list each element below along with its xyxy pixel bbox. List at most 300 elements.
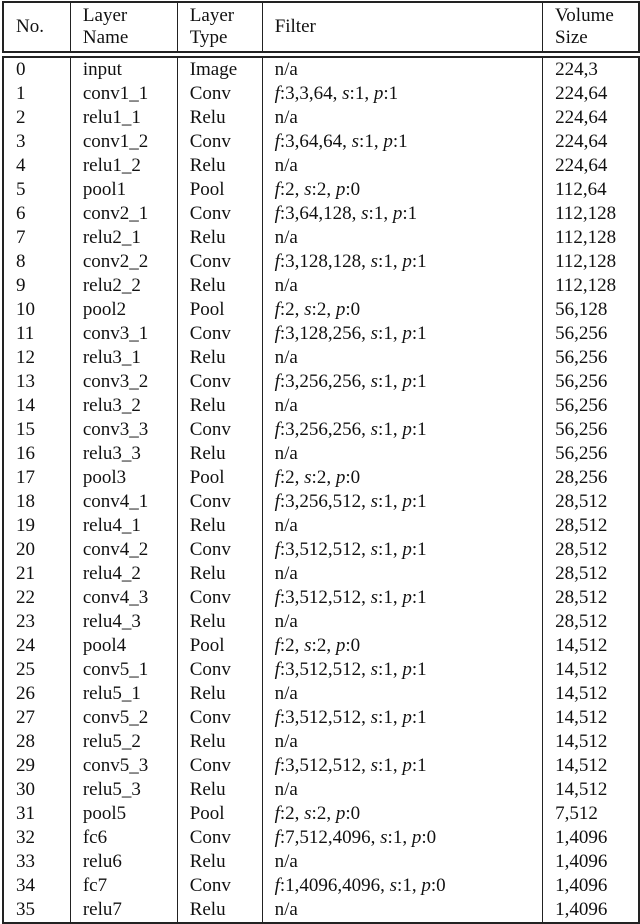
cell-filter: f:7,512,4096, s:1, p:0 <box>262 826 543 850</box>
cell-volume-size: 14,512 <box>543 682 639 706</box>
param-value-s: 1 <box>383 755 393 776</box>
cell-volume-size: 112,128 <box>543 202 639 226</box>
table-row <box>3 850 639 874</box>
param-label: s <box>370 659 379 680</box>
cell-layer-type: Relu <box>177 778 262 802</box>
cell-no: 11 <box>3 322 70 346</box>
param-label: s <box>304 179 312 200</box>
cell-volume-size: 14,512 <box>543 778 639 802</box>
cell-no: 20 <box>3 538 70 562</box>
cell-layer-type: Conv <box>177 82 262 106</box>
header-text: No. <box>16 16 44 37</box>
param-value-f: 3,512,512 <box>285 539 362 560</box>
table-row <box>3 898 639 923</box>
cell-no: 14 <box>3 394 70 418</box>
cell-layer-name: conv3_3 <box>70 418 177 442</box>
cell-no: 27 <box>3 706 70 730</box>
param-value-p: 1 <box>417 371 427 392</box>
cell-layer-type: Relu <box>177 682 262 706</box>
table-row <box>3 394 639 418</box>
cell-filter: f:3,256,512, s:1, p:1 <box>262 490 543 514</box>
cell-filter: f:3,512,512, s:1, p:1 <box>262 754 543 778</box>
cell-layer-name: conv3_2 <box>70 370 177 394</box>
cell-layer-name: relu5_3 <box>70 778 177 802</box>
param-value-f: 3,64,128 <box>285 203 352 224</box>
cell-layer-type: Pool <box>177 634 262 658</box>
cell-layer-type: Pool <box>177 802 262 826</box>
param-value-f: 3,128,256 <box>285 323 362 344</box>
param-value-p: 1 <box>417 587 427 608</box>
cell-filter: f:2, s:2, p:0 <box>262 802 543 826</box>
param-value-f: 3,256,512 <box>285 491 362 512</box>
cell-no: 26 <box>3 682 70 706</box>
cell-filter: n/a <box>262 730 543 754</box>
cell-layer-name: conv5_3 <box>70 754 177 778</box>
param-label: s <box>380 827 388 848</box>
table-row <box>3 706 639 730</box>
cell-filter: f:3,3,64, s:1, p:1 <box>262 82 543 106</box>
cell-filter: n/a <box>262 514 543 538</box>
cell-layer-name: pool2 <box>70 298 177 322</box>
cell-volume-size: 1,4096 <box>543 874 639 898</box>
cell-volume-size: 56,128 <box>543 298 639 322</box>
param-label: p <box>411 827 422 848</box>
cell-filter: n/a <box>262 850 543 874</box>
cell-layer-name: conv4_2 <box>70 538 177 562</box>
cell-filter: f:3,64,128, s:1, p:1 <box>262 202 543 226</box>
cell-volume-size: 112,128 <box>543 274 639 298</box>
cell-no: 34 <box>3 874 70 898</box>
param-label: f <box>274 659 280 680</box>
cell-filter: n/a <box>262 610 543 634</box>
cell-layer-type: Conv <box>177 586 262 610</box>
cell-volume-size: 14,512 <box>543 658 639 682</box>
cell-no: 6 <box>3 202 70 226</box>
cell-layer-type: Relu <box>177 394 262 418</box>
cell-no: 17 <box>3 466 70 490</box>
param-value-f: 2 <box>285 179 295 200</box>
header-filter <box>262 2 542 52</box>
param-value-s: 1 <box>364 131 374 152</box>
cell-no: 19 <box>3 514 70 538</box>
param-value-s: 1 <box>354 83 365 104</box>
param-value-p: 1 <box>417 539 427 560</box>
header-text: Type <box>189 27 228 48</box>
cell-no: 25 <box>3 658 70 682</box>
param-value-f: 3,512,512 <box>285 659 362 680</box>
table-row <box>3 106 639 130</box>
table-row <box>3 346 639 370</box>
param-label: p <box>402 323 412 344</box>
table-row <box>3 82 639 106</box>
table-row <box>3 562 639 586</box>
header-text: Name <box>82 27 129 48</box>
param-value-f: 2 <box>285 803 295 824</box>
cell-volume-size: 14,512 <box>543 730 639 754</box>
param-value-s: 1 <box>373 203 384 224</box>
param-label: s <box>370 419 379 440</box>
cell-no: 29 <box>3 754 70 778</box>
cell-layer-type: Relu <box>177 514 262 538</box>
param-value-f: 3,128,128 <box>285 251 362 272</box>
cell-layer-name: conv2_1 <box>70 202 177 226</box>
param-label: f <box>274 131 280 152</box>
cell-volume-size: 112,64 <box>543 178 639 202</box>
cell-no: 0 <box>3 57 70 82</box>
cell-layer-type: Conv <box>177 250 262 274</box>
param-label: p <box>392 203 403 224</box>
header-no <box>3 2 70 52</box>
param-label: s <box>370 539 379 560</box>
param-label: f <box>274 539 280 560</box>
cell-layer-type: Relu <box>177 562 262 586</box>
cell-filter: f:3,256,256, s:1, p:1 <box>262 418 543 442</box>
header-layer-name <box>70 2 177 52</box>
param-value-p: 0 <box>350 803 361 824</box>
cell-volume-size: 28,512 <box>543 514 639 538</box>
param-value-s: 2 <box>316 299 327 320</box>
cell-volume-size: 224,64 <box>543 106 639 130</box>
param-label: s <box>304 635 312 656</box>
cell-layer-name: relu5_1 <box>70 682 177 706</box>
param-value-f: 3,256,256 <box>285 419 362 440</box>
param-label: s <box>370 323 379 344</box>
cell-layer-type: Conv <box>177 754 262 778</box>
cell-filter: n/a <box>262 442 543 466</box>
cell-layer-name: conv5_2 <box>70 706 177 730</box>
cell-layer-name: relu1_1 <box>70 106 177 130</box>
param-label: p <box>335 635 346 656</box>
header-layer-type <box>177 2 262 52</box>
table-row <box>3 586 639 610</box>
cell-volume-size: 1,4096 <box>543 898 639 923</box>
cell-layer-name: conv3_1 <box>70 322 177 346</box>
cell-no: 18 <box>3 490 70 514</box>
table-row <box>3 298 639 322</box>
cell-no: 16 <box>3 442 70 466</box>
cell-no: 12 <box>3 346 70 370</box>
table-row <box>3 826 639 850</box>
header-text: Filter <box>274 16 316 37</box>
table-row <box>3 658 639 682</box>
cell-filter: f:3,512,512, s:1, p:1 <box>262 658 543 682</box>
param-label: p <box>335 179 346 200</box>
param-value-p: 1 <box>417 659 427 680</box>
param-label: f <box>274 203 280 224</box>
param-label: p <box>402 491 412 512</box>
cell-volume-size: 28,512 <box>543 538 639 562</box>
cell-volume-size: 224,64 <box>543 82 639 106</box>
cell-filter: n/a <box>262 274 543 298</box>
param-value-p: 0 <box>350 467 361 488</box>
cell-layer-name: pool3 <box>70 466 177 490</box>
cell-volume-size: 28,512 <box>543 610 639 634</box>
cell-volume-size: 56,256 <box>543 346 639 370</box>
param-label: f <box>274 491 280 512</box>
cell-layer-name: relu2_1 <box>70 226 177 250</box>
cell-layer-type: Relu <box>177 850 262 874</box>
cell-no: 15 <box>3 418 70 442</box>
cell-volume-size: 14,512 <box>543 634 639 658</box>
cell-layer-name: relu3_2 <box>70 394 177 418</box>
table-row <box>3 154 639 178</box>
cell-filter: n/a <box>262 898 543 923</box>
cell-volume-size: 28,512 <box>543 490 639 514</box>
cell-filter: f:2, s:2, p:0 <box>262 634 543 658</box>
cell-volume-size: 56,256 <box>543 418 639 442</box>
table-row <box>3 226 639 250</box>
cell-no: 7 <box>3 226 70 250</box>
table-row <box>3 682 639 706</box>
param-value-p: 1 <box>417 251 427 272</box>
cell-layer-type: Image <box>177 57 262 82</box>
cell-layer-name: relu6 <box>70 850 177 874</box>
cell-layer-name: relu4_3 <box>70 610 177 634</box>
cell-filter: f:3,128,256, s:1, p:1 <box>262 322 543 346</box>
cell-volume-size: 224,3 <box>543 57 639 82</box>
table-row <box>3 754 639 778</box>
cell-no: 32 <box>3 826 70 850</box>
cell-layer-type: Conv <box>177 418 262 442</box>
param-value-f: 3,512,512 <box>285 707 362 728</box>
param-value-f: 2 <box>285 467 295 488</box>
cell-no: 13 <box>3 370 70 394</box>
param-label: f <box>274 323 280 344</box>
param-label: s <box>361 203 369 224</box>
table-row <box>3 442 639 466</box>
cell-layer-name: conv4_3 <box>70 586 177 610</box>
param-label: p <box>402 419 412 440</box>
param-value-s: 1 <box>383 323 393 344</box>
cell-volume-size: 28,512 <box>543 562 639 586</box>
cell-layer-type: Pool <box>177 178 262 202</box>
param-value-p: 1 <box>417 491 427 512</box>
param-label: s <box>389 875 398 896</box>
cell-filter: n/a <box>262 226 543 250</box>
param-value-s: 1 <box>383 491 393 512</box>
table-row <box>3 130 639 154</box>
param-value-s: 1 <box>383 251 393 272</box>
table-row <box>3 178 639 202</box>
param-value-p: 1 <box>417 419 427 440</box>
table-row <box>3 490 639 514</box>
cell-layer-name: fc6 <box>70 826 177 850</box>
param-label: s <box>370 707 379 728</box>
table-row <box>3 778 639 802</box>
param-label: f <box>274 635 280 656</box>
cell-volume-size: 1,4096 <box>543 826 639 850</box>
table-row <box>3 274 639 298</box>
table-row <box>3 634 639 658</box>
cell-no: 21 <box>3 562 70 586</box>
param-label: p <box>402 659 412 680</box>
cell-volume-size: 1,4096 <box>543 850 639 874</box>
cell-layer-name: relu4_2 <box>70 562 177 586</box>
param-value-f: 3,64,64 <box>285 131 343 152</box>
param-value-p: 0 <box>350 299 361 320</box>
cell-layer-name: conv1_1 <box>70 82 177 106</box>
cell-volume-size: 28,256 <box>543 466 639 490</box>
cell-layer-type: Conv <box>177 706 262 730</box>
param-value-s: 2 <box>316 635 327 656</box>
cell-filter: f:3,64,64, s:1, p:1 <box>262 130 543 154</box>
cell-layer-type: Relu <box>177 730 262 754</box>
cell-filter: f:3,512,512, s:1, p:1 <box>262 706 543 730</box>
cell-layer-name: relu3_1 <box>70 346 177 370</box>
param-value-f: 3,512,512 <box>285 587 362 608</box>
param-label: f <box>274 83 280 104</box>
cell-volume-size: 56,256 <box>543 322 639 346</box>
cell-volume-size: 56,256 <box>543 370 639 394</box>
cell-layer-name: relu2_2 <box>70 274 177 298</box>
param-label: p <box>421 875 431 896</box>
param-value-p: 0 <box>350 635 361 656</box>
cell-filter: n/a <box>262 57 543 82</box>
cell-no: 1 <box>3 82 70 106</box>
param-label: p <box>335 299 346 320</box>
cell-filter: n/a <box>262 682 543 706</box>
cell-no: 23 <box>3 610 70 634</box>
cell-filter: n/a <box>262 562 543 586</box>
param-label: f <box>274 467 280 488</box>
table-row <box>3 610 639 634</box>
table-row <box>3 538 639 562</box>
cell-layer-name: fc7 <box>70 874 177 898</box>
param-value-p: 1 <box>417 755 427 776</box>
param-value-p: 1 <box>398 131 408 152</box>
cell-layer-type: Conv <box>177 490 262 514</box>
param-value-p: 1 <box>417 323 427 344</box>
cell-volume-size: 28,512 <box>543 586 639 610</box>
param-value-f: 3,512,512 <box>285 755 362 776</box>
cell-layer-type: Conv <box>177 874 262 898</box>
cell-filter: f:3,512,512, s:1, p:1 <box>262 586 543 610</box>
cell-no: 8 <box>3 250 70 274</box>
param-label: f <box>274 251 280 272</box>
param-label: s <box>351 131 360 152</box>
param-value-f: 3,3,64 <box>285 83 333 104</box>
cell-volume-size: 224,64 <box>543 154 639 178</box>
param-value-s: 1 <box>383 371 393 392</box>
param-label: s <box>370 587 379 608</box>
param-label: f <box>274 803 280 824</box>
param-value-f: 3,256,256 <box>285 371 362 392</box>
param-value-s: 2 <box>316 179 327 200</box>
table-row <box>3 466 639 490</box>
cell-no: 35 <box>3 898 70 923</box>
cell-layer-name: conv5_1 <box>70 658 177 682</box>
param-value-f: 7,512,4096 <box>285 827 371 848</box>
param-value-s: 2 <box>316 467 327 488</box>
header-text: Layer <box>82 5 128 26</box>
cell-layer-type: Relu <box>177 610 262 634</box>
cell-no: 10 <box>3 298 70 322</box>
table-row <box>3 370 639 394</box>
cell-layer-type: Conv <box>177 538 262 562</box>
cell-filter: f:1,4096,4096, s:1, p:0 <box>262 874 543 898</box>
table-row <box>3 57 639 82</box>
param-label: s <box>342 83 350 104</box>
param-label: s <box>304 467 312 488</box>
cell-layer-type: Relu <box>177 226 262 250</box>
cell-no: 3 <box>3 130 70 154</box>
cell-volume-size: 112,128 <box>543 250 639 274</box>
table-row <box>3 202 639 226</box>
cell-filter: n/a <box>262 778 543 802</box>
table-row <box>3 802 639 826</box>
param-label: p <box>373 83 384 104</box>
cell-layer-type: Conv <box>177 130 262 154</box>
cell-no: 28 <box>3 730 70 754</box>
cell-volume-size: 112,128 <box>543 226 639 250</box>
param-label: f <box>274 419 280 440</box>
cell-layer-name: pool4 <box>70 634 177 658</box>
param-value-s: 1 <box>392 827 403 848</box>
param-label: s <box>304 299 312 320</box>
cell-layer-type: Relu <box>177 106 262 130</box>
cell-filter: f:3,128,128, s:1, p:1 <box>262 250 543 274</box>
cell-volume-size: 7,512 <box>543 802 639 826</box>
cell-filter: n/a <box>262 154 543 178</box>
cell-filter: f:2, s:2, p:0 <box>262 178 543 202</box>
cell-volume-size: 14,512 <box>543 754 639 778</box>
table-header <box>2 1 640 53</box>
cell-layer-type: Relu <box>177 274 262 298</box>
cell-no: 4 <box>3 154 70 178</box>
param-label: p <box>335 803 346 824</box>
cell-filter: n/a <box>262 346 543 370</box>
param-value-f: 2 <box>285 299 295 320</box>
header-text: Size <box>555 27 588 48</box>
param-value-s: 1 <box>383 539 393 560</box>
cell-layer-type: Conv <box>177 322 262 346</box>
param-value-p: 1 <box>388 83 399 104</box>
param-label: p <box>402 707 412 728</box>
cell-no: 31 <box>3 802 70 826</box>
layer-table <box>2 56 640 924</box>
header-text: Layer <box>189 5 235 26</box>
param-label: s <box>370 491 379 512</box>
param-value-f: 2 <box>285 635 295 656</box>
cell-layer-name: pool1 <box>70 178 177 202</box>
cell-volume-size: 56,256 <box>543 442 639 466</box>
table-row <box>3 250 639 274</box>
param-label: s <box>370 755 379 776</box>
cell-no: 30 <box>3 778 70 802</box>
cell-layer-type: Conv <box>177 370 262 394</box>
header-row <box>3 2 639 52</box>
cell-volume-size: 224,64 <box>543 130 639 154</box>
param-label: f <box>274 707 280 728</box>
param-label: p <box>402 755 412 776</box>
param-label: f <box>274 179 280 200</box>
table-row <box>3 730 639 754</box>
cell-layer-name: conv4_1 <box>70 490 177 514</box>
param-label: f <box>274 587 280 608</box>
param-label: s <box>370 251 379 272</box>
cell-no: 5 <box>3 178 70 202</box>
cell-layer-name: relu5_2 <box>70 730 177 754</box>
param-value-s: 1 <box>383 587 393 608</box>
param-value-s: 2 <box>316 803 327 824</box>
cell-filter: n/a <box>262 106 543 130</box>
cell-layer-name: pool5 <box>70 802 177 826</box>
param-label: s <box>304 803 312 824</box>
cell-layer-name: input <box>70 57 177 82</box>
cell-no: 22 <box>3 586 70 610</box>
cell-no: 33 <box>3 850 70 874</box>
cell-layer-type: Conv <box>177 202 262 226</box>
